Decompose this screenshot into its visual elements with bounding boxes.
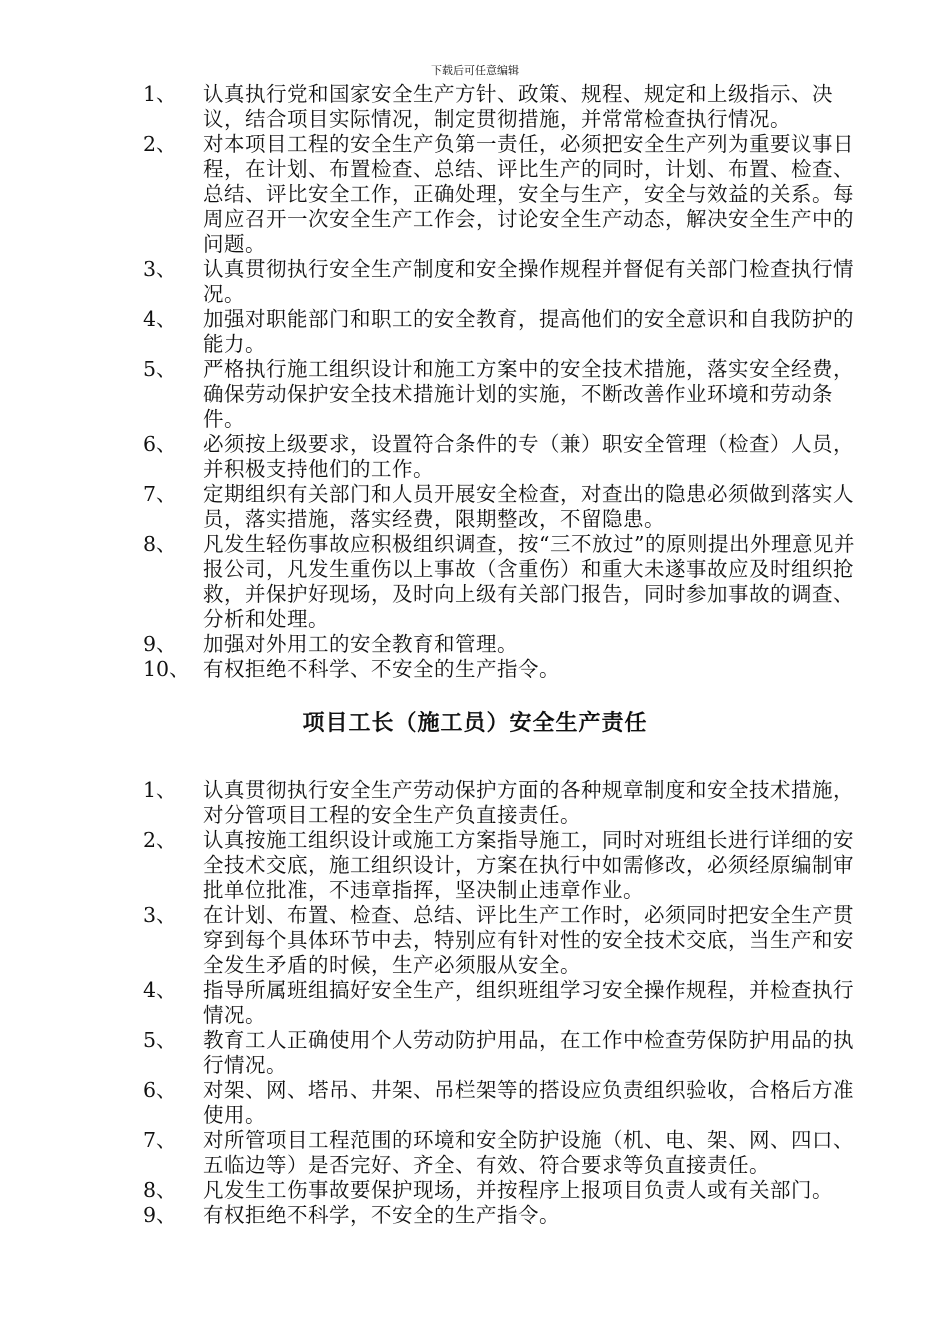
- list-item: [143, 1028, 873, 1078]
- list-item: [143, 903, 873, 978]
- item-text: 有权拒绝不科学、不安全的生产指令。: [203, 657, 560, 681]
- item-number: 6、: [143, 1078, 177, 1102]
- item-number: 7、: [143, 1128, 177, 1152]
- list-item: [143, 532, 873, 632]
- item-number: 3、: [143, 257, 177, 281]
- item-number: 8、: [143, 532, 177, 556]
- item-text: 教育工人正确使用个人劳动防护用品，在工作中检查劳保防护用品的执行情况。: [203, 1028, 854, 1077]
- list-item: [143, 1078, 873, 1128]
- item-text: 必须按上级要求，设置符合条件的专（兼）职安全管理（检查）人员，并积极支持他们的工作。: [203, 432, 854, 481]
- item-text: 凡发生工伤事故要保护现场，并按程序上报项目负责人或有关部门。: [203, 1178, 833, 1202]
- list-item: [143, 432, 873, 482]
- item-number: 2、: [143, 828, 177, 852]
- list-item: [143, 357, 873, 432]
- item-text: 对架、网、塔吊、井架、吊栏架等的搭设应负责组织验收，合格后方准使用。: [203, 1078, 854, 1127]
- section-title: 项目工长（施工员）安全生产责任: [302, 710, 648, 737]
- list-item: [143, 778, 873, 828]
- item-number: 9、: [143, 632, 177, 656]
- item-text: 认真贯彻执行安全生产劳动保护方面的各种规章制度和安全技术措施，对分管项目工程的安全生产负直接责任。: [203, 778, 854, 827]
- header-note: 下载后可任意编辑: [431, 64, 519, 77]
- item-text: 严格执行施工组织设计和施工方案中的安全技术措施，落实安全经费，确保劳动保护安全技术措施计划的实施，不断改善作业环境和劳动条件。: [203, 357, 854, 431]
- list-item: [143, 828, 873, 903]
- item-number: 1、: [143, 82, 177, 106]
- item-number: 2、: [143, 132, 177, 156]
- item-number: 3、: [143, 903, 177, 927]
- item-number: 4、: [143, 978, 177, 1002]
- item-number: 10、: [143, 657, 190, 681]
- item-number: 9、: [143, 1203, 177, 1227]
- list-item: [143, 132, 873, 257]
- item-text: 认真执行党和国家安全生产方针、政策、规程、规定和上级指示、决议，结合项目实际情况，制定贯彻措施，并常常检查执行情况。: [203, 82, 833, 131]
- list-item: [143, 632, 873, 657]
- item-number: 8、: [143, 1178, 177, 1202]
- item-text: 定期组织有关部门和人员开展安全检查，对查出的隐患必须做到落实人员，落实措施，落实经费，限期整改，不留隐患。: [203, 482, 854, 531]
- list-item: [143, 82, 873, 132]
- section2-list: [143, 778, 873, 1228]
- list-item: [143, 1178, 873, 1203]
- item-number: 7、: [143, 482, 177, 506]
- list-item: [143, 657, 873, 682]
- item-text: 认真按施工组织设计或施工方案指导施工，同时对班组长进行详细的安全技术交底，施工组织设计，方案在执行中如需修改，必须经原编制审批单位批准，不违章指挥，坚决制止违章作业。: [203, 828, 854, 902]
- item-text: 对本项目工程的安全生产负第一责任，必须把安全生产列为重要议事日程，在计划、布置检查、总结、评比生产的同时，计划、布置、检查、总结、评比安全工作，正确处理，安全与生产，安全与效益的关系。每周应召开一次安全生产工作会，讨论安全生产动态，解决安全生产中的问题。: [203, 132, 854, 256]
- list-item: [143, 1203, 873, 1228]
- item-text: 指导所属班组搞好安全生产，组织班组学习安全操作规程，并检查执行情况。: [203, 978, 854, 1027]
- item-text: 对所管项目工程范围的环境和安全防护设施（机、电、架、网、四口、五临边等）是否完好、齐全、有效、符合要求等负直接责任。: [203, 1128, 854, 1177]
- item-number: 6、: [143, 432, 177, 456]
- list-item: [143, 978, 873, 1028]
- item-text: 加强对外用工的安全教育和管理。: [203, 632, 518, 656]
- list-item: [143, 257, 873, 307]
- item-number: 5、: [143, 357, 177, 381]
- item-number: 1、: [143, 778, 177, 802]
- item-text: 在计划、布置、检查、总结、评比生产工作时，必须同时把安全生产贯穿到每个具体环节中去，特别应有针对性的安全技术交底，当生产和安全发生矛盾的时候，生产必须服从安全。: [203, 903, 854, 977]
- item-number: 5、: [143, 1028, 177, 1052]
- item-text: 凡发生轻伤事故应积极组织调查，按“三不放过”的原则提出外理意见并报公司，凡发生重伤以上事故（含重伤）和重大未遂事故应及时组织抢救，并保护好现场，及时向上级有关部门报告，同时参加事故的调查、分析和处理。: [203, 532, 855, 631]
- list-item: [143, 1128, 873, 1178]
- list-item: [143, 482, 873, 532]
- item-text: 有权拒绝不科学，不安全的生产指令。: [203, 1203, 560, 1227]
- section1-list: [143, 82, 873, 682]
- list-item: [143, 307, 873, 357]
- item-text: 认真贯彻执行安全生产制度和安全操作规程并督促有关部门检查执行情况。: [203, 257, 854, 306]
- item-number: 4、: [143, 307, 177, 331]
- item-text: 加强对职能部门和职工的安全教育，提高他们的安全意识和自我防护的能力。: [203, 307, 854, 356]
